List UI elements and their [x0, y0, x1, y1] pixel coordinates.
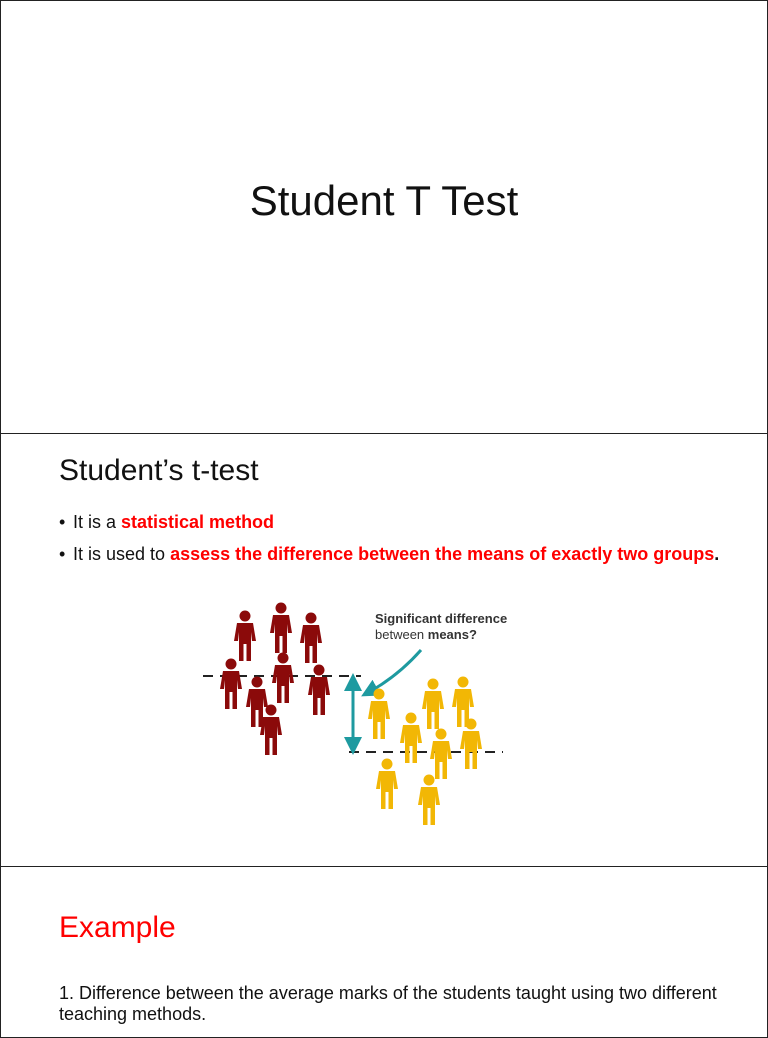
bullet-list: [59, 510, 729, 574]
person-icon-group-b: [422, 679, 444, 730]
group-b-people: [368, 677, 482, 826]
slide-heading: Student’s t-test: [59, 454, 259, 487]
person-icon-group-a: [220, 659, 242, 710]
person-icon-group-b: [376, 759, 398, 810]
bullet-highlight: statistical method: [121, 512, 275, 532]
person-icon-group-b: [430, 729, 452, 780]
example-slide: [0, 866, 768, 1038]
annotation-bold: means?: [427, 627, 477, 642]
ttest-slide: [0, 433, 768, 867]
person-icon-group-b: [368, 689, 390, 740]
bullet-marker: •: [59, 512, 66, 532]
person-icon-group-a: [270, 603, 292, 654]
bullet-item: [59, 542, 729, 567]
annotation-arrow: [369, 650, 421, 692]
group-comparison-figure: [193, 598, 549, 834]
person-icon-group-b: [400, 713, 422, 764]
person-icon-group-a: [308, 665, 330, 716]
person-icon-group-b: [460, 719, 482, 770]
title-slide: [0, 0, 768, 434]
person-icon-group-a: [260, 705, 282, 756]
bullet-marker: •: [59, 544, 66, 564]
bullet-highlight: assess the difference between the means of exactly two groups: [170, 544, 715, 564]
person-icon-group-a: [300, 613, 322, 664]
example-heading: Example: [59, 911, 176, 944]
annotation-plain: between: [375, 627, 428, 642]
bullet-text: It is a: [73, 512, 122, 532]
person-icon-group-b: [418, 775, 440, 826]
person-icon-group-a: [234, 611, 256, 662]
bullet-item: [59, 510, 729, 535]
bullet-text: It is used to: [73, 544, 171, 564]
group-a-people: [220, 603, 330, 756]
annotation-line2: [375, 627, 477, 642]
annotation-line1: Significant difference: [375, 611, 508, 626]
slide-title: Student T Test: [249, 177, 519, 224]
person-icon-group-a: [272, 653, 294, 704]
example-item: 1. Difference between the average marks of the students taught using two different teaching methods.: [59, 983, 717, 1024]
bullet-suffix: .: [714, 544, 720, 564]
